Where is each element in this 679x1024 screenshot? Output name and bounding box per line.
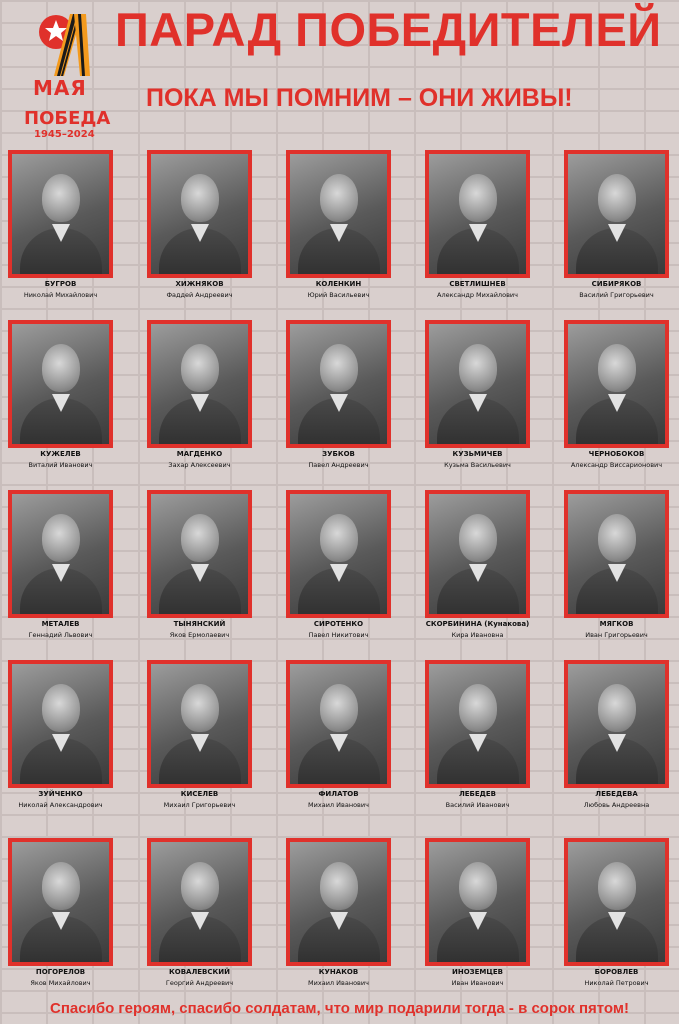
portrait-head (181, 514, 219, 562)
hero-portrait (8, 660, 113, 788)
hero-portrait (8, 320, 113, 448)
portrait-head (181, 174, 219, 222)
footer-slogan: Спасибо героям, спасибо солдатам, что мир подарили тогда - в сорок пятом! (50, 1000, 629, 1017)
hero-given-name: Иван Иванович (451, 979, 504, 987)
hero-card (286, 150, 391, 310)
hero-surname: СИБИРЯКОВ (591, 280, 642, 288)
hero-given-name: Павел Никитович (308, 631, 369, 639)
hero-surname: ТЫНЯНСКИЙ (173, 620, 226, 628)
hero-given-name: Михаил Григорьевич (163, 801, 236, 809)
hero-portrait (564, 320, 669, 448)
hero-card (8, 320, 113, 480)
hero-surname: КУЖЕЛЕВ (40, 450, 81, 458)
portrait-head (42, 862, 80, 910)
hero-surname: МЕТАЛЕВ (41, 620, 80, 628)
hero-surname: БОРОВЛЕВ (594, 968, 639, 976)
portrait-head (42, 174, 80, 222)
portrait-head (42, 514, 80, 562)
hero-card (564, 490, 669, 650)
hero-given-name: Павел Андреевич (308, 461, 369, 469)
hero-surname: КИСЕЛЕВ (180, 790, 219, 798)
logo-may-text: МАЯ (33, 76, 87, 100)
hero-given-name: Любовь Андреевна (583, 801, 650, 809)
hero-card (564, 320, 669, 480)
hero-portrait (286, 490, 391, 618)
hero-given-name: Захар Алексеевич (168, 461, 231, 469)
hero-surname: КУЗЬМИЧЕВ (452, 450, 503, 458)
poster-header (0, 0, 679, 145)
portrait-head (320, 514, 358, 562)
hero-portrait (147, 838, 252, 966)
hero-portrait (425, 838, 530, 966)
hero-portrait (8, 150, 113, 278)
hero-portrait (425, 660, 530, 788)
hero-card (286, 660, 391, 820)
hero-portrait (425, 490, 530, 618)
hero-surname: БУГРОВ (44, 280, 77, 288)
portrait-head (181, 862, 219, 910)
logo-years-text: 1945–2024 (34, 129, 95, 140)
hero-card (8, 490, 113, 650)
hero-portrait (286, 838, 391, 966)
hero-portrait (8, 838, 113, 966)
portrait-head (181, 684, 219, 732)
page-title: ПАРАД ПОБЕДИТЕЛЕЙ (115, 3, 662, 56)
hero-surname: ЧЕРНОБОКОВ (588, 450, 645, 458)
hero-given-name: Яков Ермолаевич (169, 631, 230, 639)
hero-portrait (564, 838, 669, 966)
portrait-head (320, 862, 358, 910)
hero-surname: ИНОЗЕМЦЕВ (452, 968, 503, 976)
portrait-head (320, 174, 358, 222)
hero-given-name: Михаил Иванович (308, 979, 369, 987)
hero-card (147, 320, 252, 480)
hero-given-name: Кира Ивановна (451, 631, 504, 639)
portrait-head (181, 344, 219, 392)
portrait-head (459, 514, 497, 562)
logo-victory-text: ПОБЕДА (24, 108, 111, 129)
hero-given-name: Яков Михайлович (30, 979, 91, 987)
hero-surname: МЯГКОВ (599, 620, 634, 628)
hero-surname: ПОГОРЕЛОВ (35, 968, 86, 976)
hero-card (286, 838, 391, 998)
hero-given-name: Кузьма Васильевич (444, 461, 511, 469)
hero-portrait (564, 150, 669, 278)
st-george-ribbon-icon (52, 10, 92, 80)
hero-portrait (564, 660, 669, 788)
hero-surname: КУНАКОВ (318, 968, 359, 976)
hero-card (425, 150, 530, 310)
portrait-head (459, 344, 497, 392)
hero-surname: КОВАЛЕВСКИЙ (169, 968, 230, 976)
hero-surname: КОЛЕНКИН (315, 280, 362, 288)
portrait-head (459, 684, 497, 732)
hero-surname: СВЕТЛИШНЕВ (449, 280, 506, 288)
hero-surname: ЗУЙЧЕНКО (38, 790, 83, 798)
hero-card (8, 660, 113, 820)
hero-portrait (147, 150, 252, 278)
hero-given-name: Николай Михайлович (23, 291, 98, 299)
hero-card (425, 320, 530, 480)
portrait-head (598, 684, 636, 732)
hero-card (425, 490, 530, 650)
hero-given-name: Фаддей Андреевич (166, 291, 233, 299)
hero-given-name: Николай Александрович (18, 801, 103, 809)
hero-card (147, 838, 252, 998)
hero-given-name: Василий Иванович (445, 801, 510, 809)
page-subtitle: ПОКА МЫ ПОМНИМ – ОНИ ЖИВЫ! (146, 84, 573, 112)
hero-given-name: Василий Григорьевич (579, 291, 654, 299)
hero-given-name: Виталий Иванович (28, 461, 93, 469)
hero-portrait (425, 320, 530, 448)
hero-portrait (286, 320, 391, 448)
hero-surname: МАГДЕНКО (176, 450, 223, 458)
hero-portrait (286, 150, 391, 278)
hero-card (147, 660, 252, 820)
hero-card (8, 838, 113, 998)
hero-portrait (564, 490, 669, 618)
hero-card (564, 150, 669, 310)
hero-given-name: Николай Петрович (584, 979, 649, 987)
hero-card (425, 838, 530, 998)
portrait-head (320, 684, 358, 732)
hero-surname: СИРОТЕНКО (313, 620, 364, 628)
hero-portrait (147, 660, 252, 788)
hero-card (286, 320, 391, 480)
hero-surname: ФИЛАТОВ (318, 790, 359, 798)
hero-surname: СКОРБИНИНА (Кунакова) (425, 620, 530, 628)
portrait-head (598, 862, 636, 910)
hero-card (147, 490, 252, 650)
hero-card (564, 660, 669, 820)
portrait-head (598, 174, 636, 222)
portrait-head (598, 344, 636, 392)
heroes-grid (8, 150, 673, 1002)
hero-card (147, 150, 252, 310)
hero-given-name: Михаил Иванович (308, 801, 369, 809)
hero-given-name: Александр Михайлович (437, 291, 518, 299)
hero-portrait (286, 660, 391, 788)
hero-given-name: Георгий Андреевич (165, 979, 234, 987)
hero-given-name: Юрий Васильевич (307, 291, 370, 299)
hero-surname: ЗУБКОВ (322, 450, 355, 458)
portrait-head (320, 344, 358, 392)
hero-card (425, 660, 530, 820)
portrait-head (42, 684, 80, 732)
portrait-head (42, 344, 80, 392)
portrait-head (598, 514, 636, 562)
hero-portrait (425, 150, 530, 278)
hero-card (564, 838, 669, 998)
portrait-head (459, 862, 497, 910)
hero-given-name: Иван Григорьевич (585, 631, 648, 639)
hero-portrait (8, 490, 113, 618)
hero-given-name: Александр Виссарионович (570, 461, 663, 469)
hero-given-name: Геннадий Львович (28, 631, 93, 639)
hero-surname: ЛЕБЕДЕВА (595, 790, 638, 798)
hero-card (286, 490, 391, 650)
hero-surname: ЛЕБЕДЕВ (458, 790, 497, 798)
hero-portrait (147, 490, 252, 618)
hero-surname: ХИЖНЯКОВ (175, 280, 224, 288)
portrait-head (459, 174, 497, 222)
hero-card (8, 150, 113, 310)
hero-portrait (147, 320, 252, 448)
